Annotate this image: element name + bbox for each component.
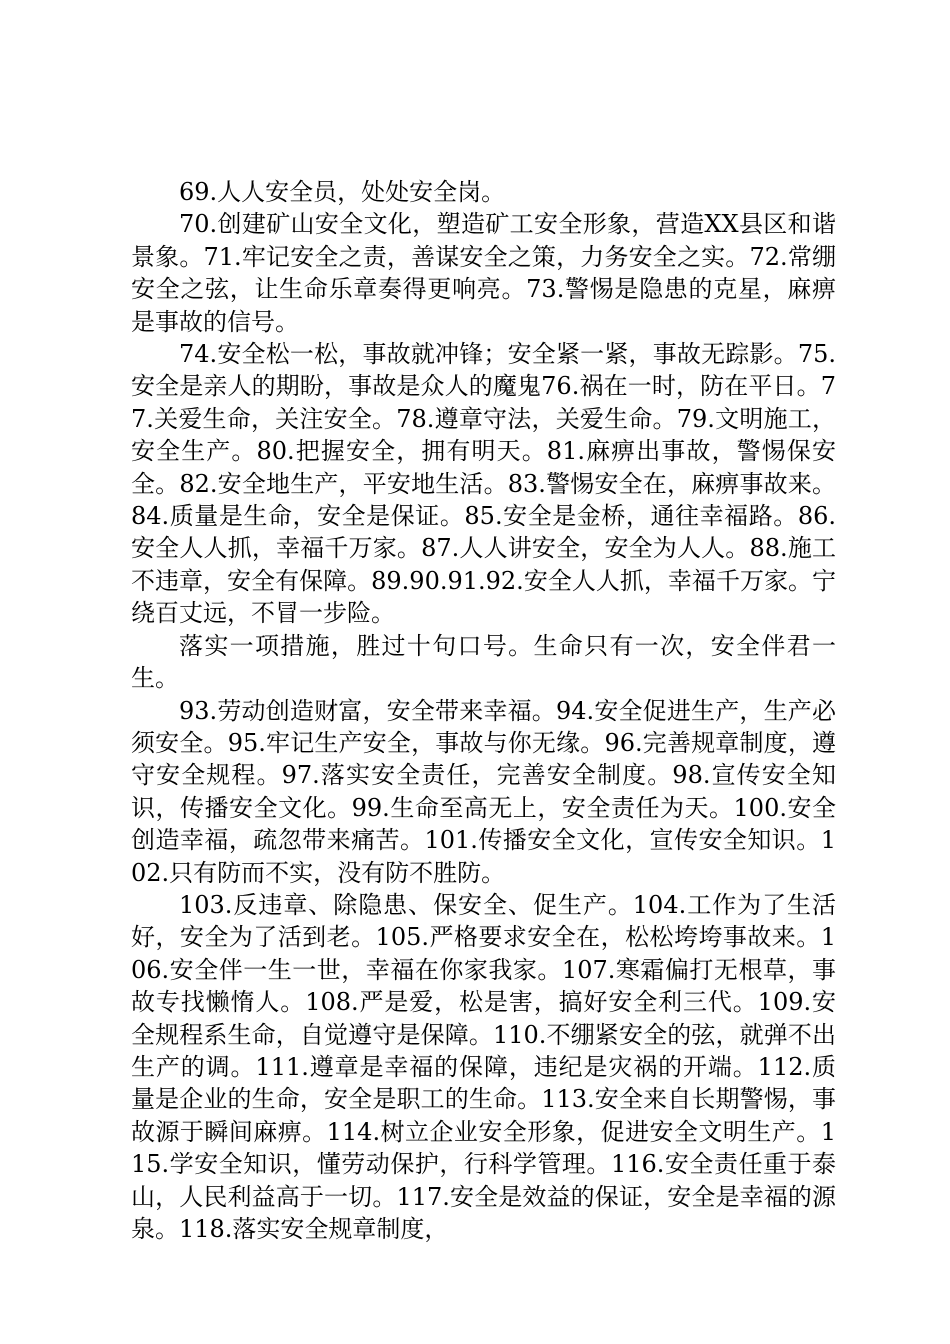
paragraph-93-102: 93.劳动创造财富，安全带来幸福。94.安全促进生产，生产必须安全。95.牢记生产安全，事故与你无缘。96.完善规章制度，遵守安全规程。97.落实安全责任，完善安全制度。98.宣传安全知识，传播安全文化。99.生命至高无上，安全责任为天。100.安全创造幸福，疏忽带来痛苦。101.传播安全文化，宣传安全知识。102.只有防而不实，没有防不胜防。	[131, 696, 836, 887]
paragraph-103-118: 103.反违章、除隐患、保安全、促生产。104.工作为了生活好，安全为了活到老。105.严格要求安全在，松松垮垮事故来。106.安全伴一生一世，幸福在你家我家。107.寒霜偏打无根草，事故专找懒惰人。108.严是爱，松是害，搞好安全利三代。109.安全规程系生命，自觉遵守是保障。110.不绷紧安全的弦，就弹不出生产的调。111.遵章是幸福的保障，违纪是灾祸的开端。112.质量是企业的生命，安全是职工的生命。113.安全来自长期警惕，事故源于瞬间麻痹。114.树立企业安全形象，促进安全文明生产。115.学安全知识，懂劳动保护，行科学管理。116.安全责任重于泰山，人民利益高于一切。117.安全是效益的保证，安全是幸福的源泉。118.落实安全规章制度，	[131, 890, 836, 1243]
paragraph-69: 69.人人安全员，处处安全岗。	[179, 178, 506, 206]
paragraph-74-92: 74.安全松一松，事故就冲锋；安全紧一紧，事故无踪影。75.安全是亲人的期盼，事故是众人的魔鬼76.祸在一时，防在平日。77.关爱生命，关注安全。78.遵章守法，关爱生命。79.文明施工，安全生产。80.把握安全，拥有明天。81.麻痹出事故，警惕保安全。82.安全地生产，平安地生活。83.警惕安全在，麻痹事故来。84.质量是生命，安全是保证。85.安全是金桥，通往幸福路。86.安全人人抓，幸福千万家。87.人人讲安全，安全为人人。88.施工不违章，安全有保障。89.90.91.92.安全人人抓，幸福千万家。宁绕百丈远，不冒一步险。	[131, 340, 836, 628]
paragraph-measures: 落实一项措施，胜过十句口号。生命只有一次，安全伴君一生。	[131, 631, 836, 693]
paragraph-70-73: 70.创建矿山安全文化，塑造矿工安全形象，营造XX县区和谐景象。71.牢记安全之责，善谋安全之策，力务安全之实。72.常绷安全之弦，让生命乐章奏得更响亮。73.警惕是隐患的克星，麻痹是事故的信号。	[131, 210, 836, 336]
document-body	[131, 176, 836, 1245]
